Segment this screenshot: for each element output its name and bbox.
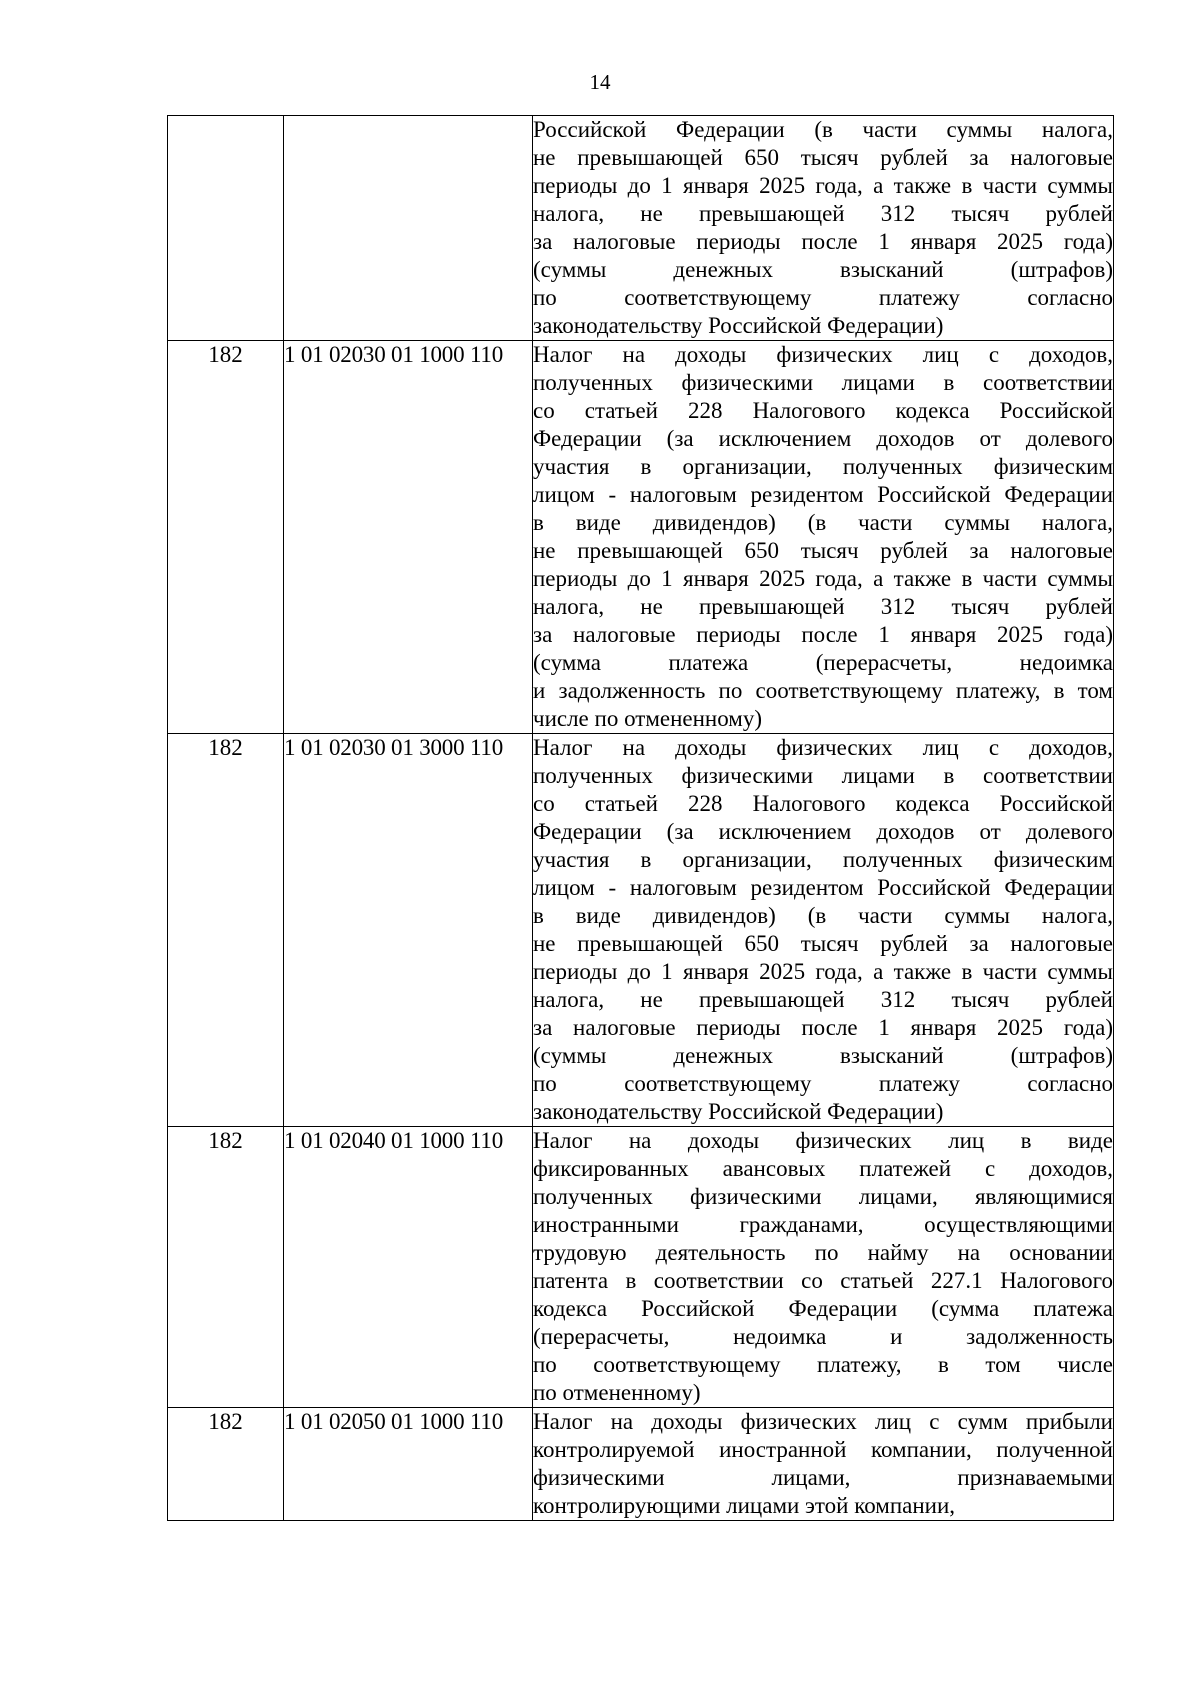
text-line: не превышающей 650 тысяч рублей за налоговые: [533, 145, 1113, 170]
text-line: за налоговые периоды после 1 января 2025 года): [533, 622, 1113, 647]
admin-code-cell: 182: [168, 341, 284, 734]
admin-code-cell: 182: [168, 1408, 284, 1521]
text-line: периоды до 1 января 2025 года, а также в части суммы: [533, 173, 1113, 198]
text-line: налога, не превышающей 312 тысяч рублей: [533, 594, 1113, 619]
text-line: трудовую деятельность по найму на основании: [533, 1240, 1113, 1265]
text-line: (перерасчеты, недоимка и задолженность: [533, 1324, 1113, 1349]
text-line: и задолженность по соответствующему платежу, в том: [533, 678, 1113, 703]
table-row: [168, 116, 1114, 341]
text-line: по соответствующему платежу согласно: [533, 1071, 1113, 1096]
table-body: [168, 116, 1114, 1521]
text-line: иностранными гражданами, осуществляющими: [533, 1212, 1113, 1237]
income-name-cell: [533, 116, 1114, 341]
text-line: Федерации (за исключением доходов от долевого: [533, 819, 1113, 844]
text-line: фиксированных авансовых платежей с доходов,: [533, 1156, 1113, 1181]
text-line: не превышающей 650 тысяч рублей за налоговые: [533, 931, 1113, 956]
text-line: (сумма платежа (перерасчеты, недоимка: [533, 650, 1113, 675]
text-line: налога, не превышающей 312 тысяч рублей: [533, 201, 1113, 226]
text-line: полученных физическими лицами в соответствии: [533, 370, 1113, 395]
admin-code-cell: [168, 116, 284, 341]
income-name-cell: [533, 341, 1114, 734]
text-line: за налоговые периоды после 1 января 2025 года): [533, 229, 1113, 254]
text-line: контролирующими лицами этой компании,: [533, 1493, 956, 1518]
text-line: за налоговые периоды после 1 января 2025 года): [533, 1015, 1113, 1040]
text-line: периоды до 1 января 2025 года, а также в части суммы: [533, 566, 1113, 591]
text-line: Российской Федерации (в части суммы налога,: [533, 117, 1113, 142]
text-line: налога, не превышающей 312 тысяч рублей: [533, 987, 1113, 1012]
text-line: законодательству Российской Федерации): [533, 313, 944, 338]
admin-code-cell: 182: [168, 734, 284, 1127]
text-line: контролируемой иностранной компании, полученной: [533, 1437, 1113, 1462]
text-line: Налог на доходы физических лиц с сумм прибыли: [533, 1409, 1113, 1434]
text-line: (суммы денежных взысканий (штрафов): [533, 1043, 1113, 1068]
text-line: лицом - налоговым резидентом Российской Федерации: [533, 482, 1113, 507]
text-line: патента в соответствии со статьей 227.1 Налогового: [533, 1268, 1113, 1293]
text-line: по соответствующему платежу, в том числе: [533, 1352, 1113, 1377]
text-line: участия в организации, полученных физическим: [533, 454, 1113, 479]
admin-code-cell: 182: [168, 1127, 284, 1408]
text-line: числе по отмененному): [533, 706, 763, 731]
text-line: периоды до 1 января 2025 года, а также в части суммы: [533, 959, 1113, 984]
income-name-cell: [533, 1408, 1114, 1521]
budget-classification-code-cell: 1 01 02050 01 1000 110: [284, 1408, 533, 1521]
table-row: [168, 1127, 1114, 1408]
text-line: в виде дивидендов) (в части суммы налога,: [533, 510, 1113, 535]
text-line: Налог на доходы физических лиц в виде: [533, 1128, 1113, 1153]
budget-classification-code-cell: 1 01 02040 01 1000 110: [284, 1127, 533, 1408]
text-line: участия в организации, полученных физическим: [533, 847, 1113, 872]
budget-codes-table: [167, 115, 1114, 1521]
income-name-cell: [533, 1127, 1114, 1408]
text-line: полученных физическими лицами, являющимися: [533, 1184, 1113, 1209]
text-line: не превышающей 650 тысяч рублей за налоговые: [533, 538, 1113, 563]
text-line: по соответствующему платежу согласно: [533, 285, 1113, 310]
table-row: [168, 341, 1114, 734]
text-line: со статьей 228 Налогового кодекса Российской: [533, 791, 1113, 816]
page-number: 14: [589, 70, 611, 94]
text-line: со статьей 228 Налогового кодекса Российской: [533, 398, 1113, 423]
text-line: Налог на доходы физических лиц с доходов,: [533, 735, 1113, 760]
table-row: [168, 1408, 1114, 1521]
text-line: лицом - налоговым резидентом Российской Федерации: [533, 875, 1113, 900]
budget-classification-code-cell: 1 01 02030 01 3000 110: [284, 734, 533, 1127]
income-name-cell: [533, 734, 1114, 1127]
text-line: физическими лицами, признаваемыми: [533, 1465, 1113, 1490]
table-row: [168, 734, 1114, 1127]
budget-classification-code-cell: [284, 116, 533, 341]
budget-classification-code-cell: 1 01 02030 01 1000 110: [284, 341, 533, 734]
text-line: Налог на доходы физических лиц с доходов,: [533, 342, 1113, 367]
text-line: в виде дивидендов) (в части суммы налога,: [533, 903, 1113, 928]
text-line: по отмененному): [533, 1380, 701, 1405]
text-line: (суммы денежных взысканий (штрафов): [533, 257, 1113, 282]
text-line: кодекса Российской Федерации (сумма платежа: [533, 1296, 1113, 1321]
text-line: законодательству Российской Федерации): [533, 1099, 944, 1124]
text-line: Федерации (за исключением доходов от долевого: [533, 426, 1113, 451]
text-line: полученных физическими лицами в соответствии: [533, 763, 1113, 788]
